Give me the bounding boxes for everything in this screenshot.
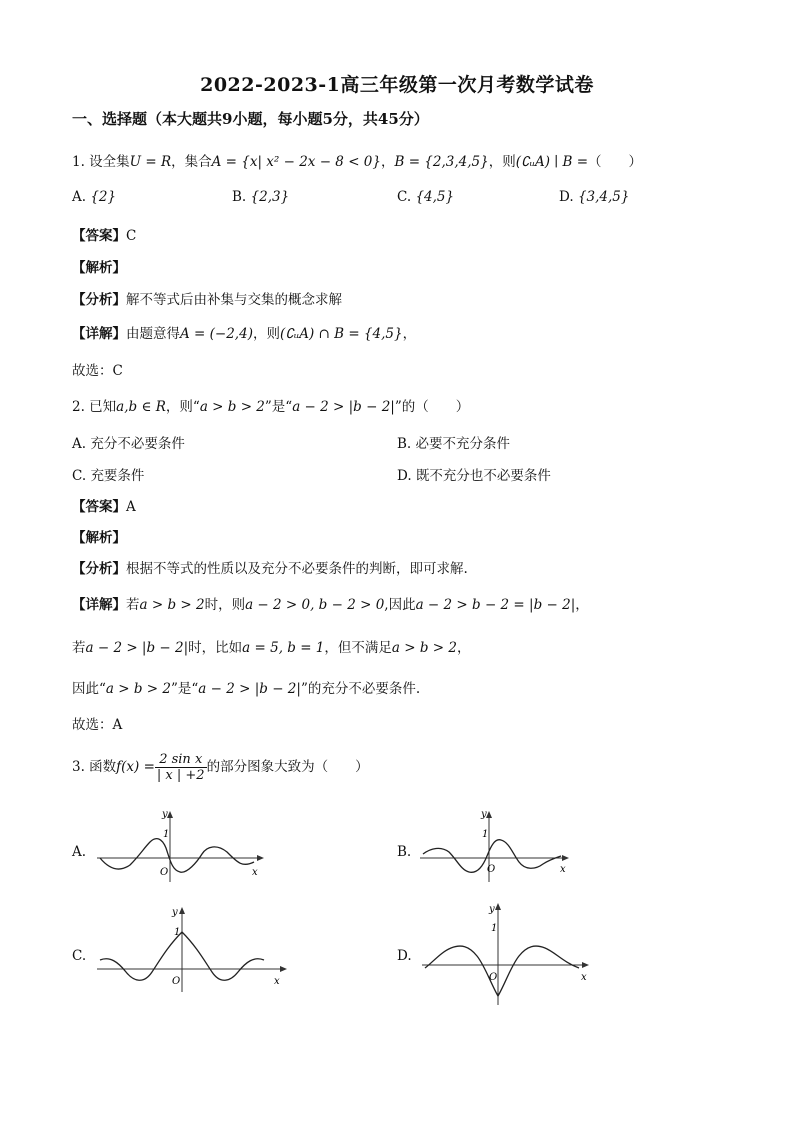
q3-function: f(x) = — [116, 759, 155, 775]
q2-detail-line2 — [72, 636, 470, 656]
q1-option-b — [232, 189, 289, 205]
detail-text: 时，则 — [204, 597, 246, 613]
q1-analysis — [72, 256, 126, 276]
option-value: {3,4,5} — [577, 189, 630, 205]
detail-text: ”是“ — [170, 681, 199, 697]
detail-tag: 【详解】 — [72, 597, 126, 613]
option-label: D. — [397, 468, 412, 484]
q1-set-b: B = {2,3,4,5} — [394, 154, 489, 170]
answer-tag: 【答案】 — [72, 228, 126, 244]
option-label: B. — [397, 436, 412, 452]
q2-option-d — [397, 464, 551, 484]
curve — [425, 946, 579, 996]
option-value: 必要不充分条件 — [415, 436, 511, 452]
origin-label: O — [172, 976, 181, 987]
q1-stem — [72, 150, 642, 170]
detail-text: ,因此 — [384, 597, 416, 613]
q2-stem-text: ”的（ ） — [394, 399, 470, 415]
q1-fenxi — [72, 288, 342, 308]
option-label: A. — [72, 436, 87, 452]
origin-label: O — [487, 864, 496, 875]
origin-label: O — [489, 972, 498, 983]
one-label: 1 — [482, 829, 489, 840]
q2-stem-text: ，则“ — [165, 399, 200, 415]
detail-text: 若 — [126, 597, 140, 613]
option-value: {2} — [90, 189, 117, 205]
option-value: 充分不必要条件 — [90, 436, 185, 452]
answer-tag: 【答案】 — [72, 499, 126, 515]
one-label: 1 — [163, 829, 170, 840]
q2-answer — [72, 495, 136, 515]
option-value: {4,5} — [415, 189, 455, 205]
q2-detail-line1 — [72, 593, 589, 613]
q2-stem-text: ”是“ — [264, 399, 293, 415]
q1-stem-text: ，则 — [488, 154, 516, 170]
fenxi-tag: 【分析】 — [72, 292, 126, 308]
detail-text: ”的充分不必要条件. — [300, 681, 421, 697]
q1-option-a — [72, 189, 116, 205]
curve — [100, 839, 254, 873]
detail-text: 若 — [72, 640, 86, 656]
one-label: 1 — [174, 927, 181, 938]
x-label: x — [560, 864, 566, 875]
detail-text: ， — [402, 326, 417, 342]
q3-graph-c — [92, 904, 292, 994]
x-axis-arrow — [562, 855, 569, 861]
page-title: 2022-2023-1高三年级第一次月考数学试卷 — [200, 74, 594, 96]
x-label: x — [252, 867, 258, 878]
q1-option-d — [559, 189, 629, 205]
detail-math: a − 2 > 0, b − 2 > 0 — [245, 597, 385, 613]
option-label: C. — [72, 468, 87, 484]
x-axis-arrow — [280, 966, 287, 972]
detail-text: ，则 — [252, 326, 280, 342]
option-value: 既不充分也不必要条件 — [415, 468, 551, 484]
q2-fenxi — [72, 557, 468, 577]
y-axis-arrow — [486, 811, 492, 818]
detail-math: (∁ᵤA) ∩ B = {4,5} — [279, 326, 403, 342]
detail-text: 时，比如 — [188, 640, 243, 656]
answer-value: A — [126, 499, 136, 515]
q3-stem-text: 3. 函数 — [72, 759, 117, 775]
q3-numerator: 2 sin x — [155, 752, 207, 768]
q1-stem-text: ，集合 — [171, 154, 212, 170]
q3-option-a-label: A. — [72, 844, 87, 860]
q3-fraction — [155, 752, 207, 783]
option-label: D. — [559, 189, 574, 205]
q3-stem-text: 的部分图象大致为（ ） — [206, 759, 369, 775]
detail-math: a > b > 2 — [105, 681, 171, 697]
q2-analysis — [72, 526, 126, 546]
y-label: y — [172, 907, 178, 918]
option-value: {2,3} — [250, 189, 290, 205]
q3-graph-b — [417, 810, 577, 885]
detail-math: a > b > 2 — [139, 597, 205, 613]
detail-math: a > b > 2 — [391, 640, 457, 656]
q1-option-c — [397, 189, 454, 205]
analysis-tag: 【解析】 — [72, 530, 126, 546]
y-axis-arrow — [167, 811, 173, 818]
fenxi-text: 解不等式后由补集与交集的概念求解 — [126, 292, 342, 308]
detail-text: ， — [575, 597, 589, 613]
analysis-tag: 【解析】 — [72, 260, 126, 276]
q1-stem-text: ， — [380, 154, 395, 170]
q3-graph-a — [92, 810, 267, 885]
x-label: x — [581, 972, 587, 983]
y-label: y — [481, 810, 487, 820]
y-axis-arrow — [179, 907, 185, 914]
q1-answer-blank: （ ） — [588, 154, 643, 170]
detail-text: ， — [456, 640, 471, 656]
detail-text: 因此“ — [72, 681, 106, 697]
q1-set-a: A = {x| x² − 2x − 8 < 0} — [211, 154, 381, 170]
answer-value: C — [126, 228, 137, 244]
detail-tag: 【详解】 — [72, 326, 126, 342]
q1-answer — [72, 224, 136, 244]
detail-math: a − 2 > |b − 2| — [85, 640, 189, 656]
detail-math: A = (−2,4) — [180, 326, 253, 342]
x-label: x — [274, 976, 280, 987]
detail-text: ，但不满足 — [324, 640, 392, 656]
q1-detail — [72, 322, 416, 342]
fenxi-tag: 【分析】 — [72, 561, 126, 577]
section-heading: 一、选择题（本大题共9小题，每小题5分，共45分） — [72, 110, 429, 128]
q2-stem-text: 2. 已知 — [72, 399, 117, 415]
q2-math: a − 2 > |b − 2| — [292, 399, 395, 415]
y-label: y — [489, 904, 495, 915]
q3-graph-d — [417, 900, 597, 1010]
detail-math: a − 2 > b − 2 = |b − 2| — [415, 597, 576, 613]
q2-choose: 故选：A — [72, 717, 123, 733]
detail-math: a − 2 > |b − 2| — [198, 681, 301, 697]
fenxi-text: 根据不等式的性质以及充分不必要条件的判断，即可求解. — [126, 561, 468, 577]
origin-label: O — [160, 867, 169, 878]
q3-option-d-label: D. — [397, 948, 412, 964]
q2-math: a > b > 2 — [199, 399, 265, 415]
option-label: A. — [72, 189, 87, 205]
option-value: 充要条件 — [90, 468, 145, 484]
q3-stem — [72, 752, 369, 783]
q2-option-b — [397, 432, 510, 452]
x-axis-arrow — [257, 855, 264, 861]
q3-option-b-label: B. — [397, 844, 412, 860]
q3-denominator: | x | +2 — [156, 768, 205, 783]
detail-math: a = 5, b = 1 — [242, 640, 325, 656]
q2-detail-line3 — [72, 677, 420, 697]
y-label: y — [162, 810, 168, 820]
q1-choose: 故选：C — [72, 363, 123, 379]
q2-stem — [72, 395, 469, 415]
detail-text: 由题意得 — [126, 326, 180, 342]
option-label: B. — [232, 189, 247, 205]
q1-universal-set: U = R — [129, 154, 172, 170]
one-label: 1 — [491, 923, 498, 934]
q1-stem-text: 1. 设全集 — [72, 154, 130, 170]
y-axis-arrow — [495, 903, 501, 910]
q2-option-c — [72, 464, 144, 484]
q2-math: a,b ∈ R — [116, 399, 166, 415]
x-axis-arrow — [582, 962, 589, 968]
option-label: C. — [397, 189, 412, 205]
q1-expression: (∁ᵤA) ∣ B = — [515, 154, 589, 170]
q3-option-c-label: C. — [72, 948, 87, 964]
q2-option-a — [72, 432, 185, 452]
